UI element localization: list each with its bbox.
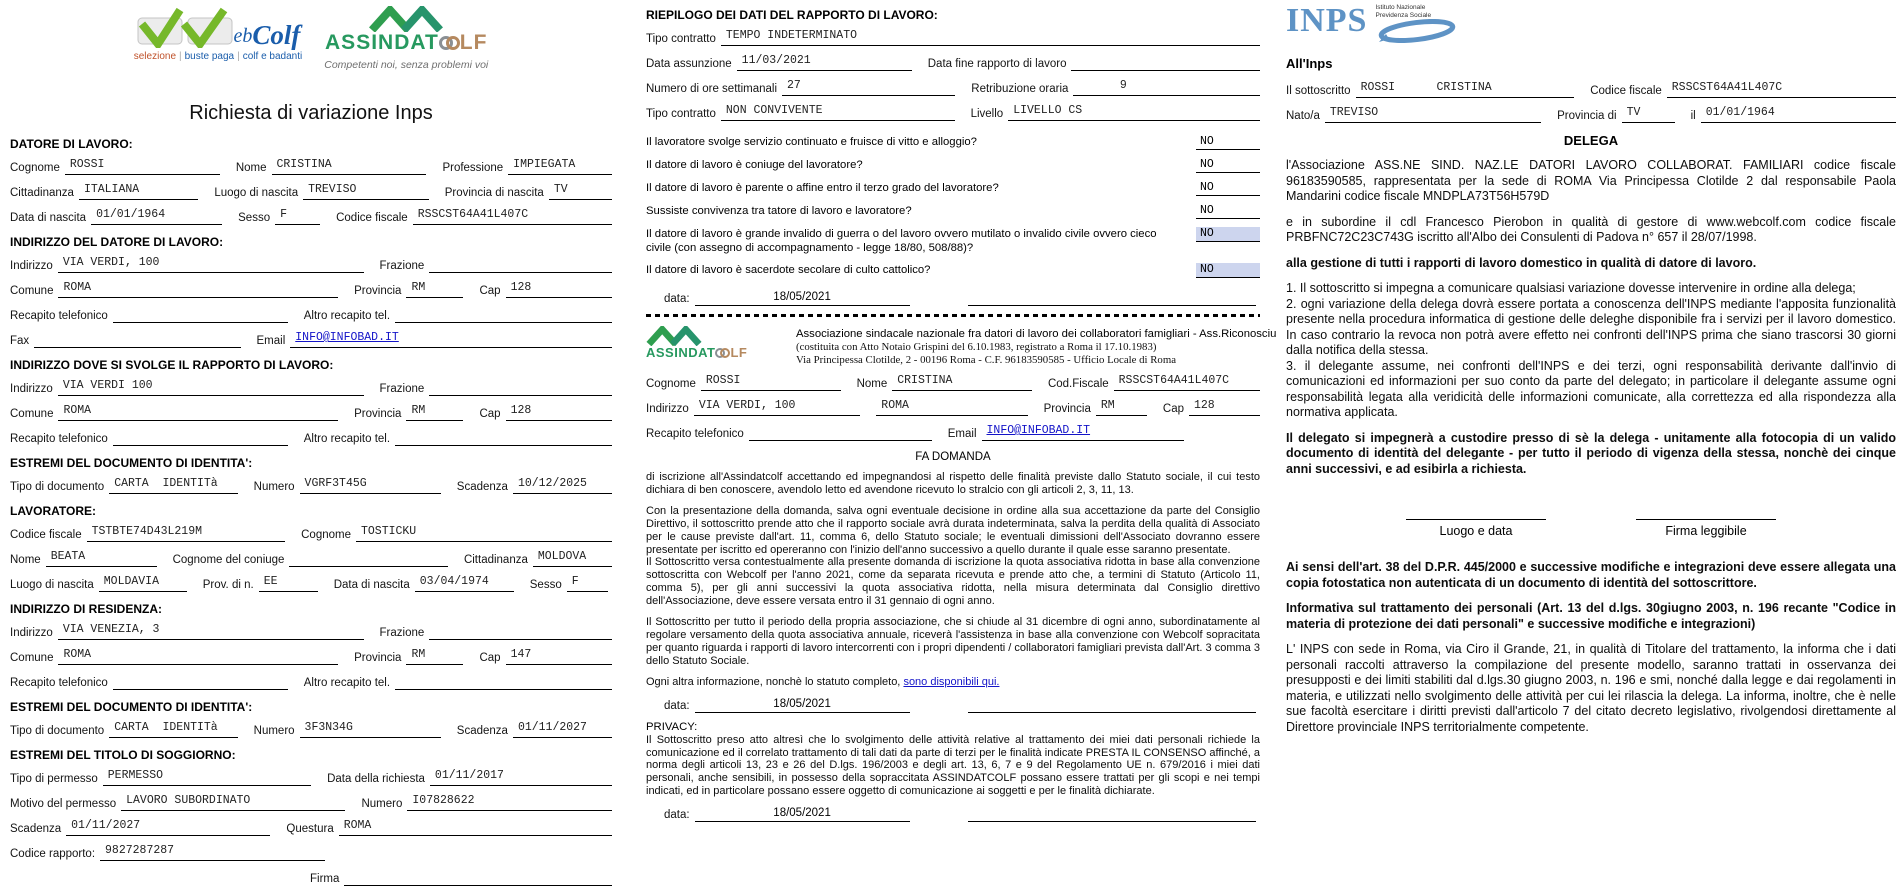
form-row (10, 379, 612, 396)
field-label: Indirizzo (10, 383, 53, 395)
question-row (646, 158, 1260, 173)
field-value-cap: 128 (1189, 399, 1260, 416)
field-label: Luogo di nascita (214, 187, 299, 199)
question-row (646, 204, 1260, 219)
questions-block (646, 135, 1260, 278)
question-row (646, 263, 1260, 278)
field-label: Email (256, 335, 286, 347)
question-text: Il datore di lavoro è grande invalido di guerra o del lavoro ovvero mutilato o invalido civile ovvero cieco civile (con assegno di accompagnamento - legge 18/80, 508/88)? (646, 228, 1157, 254)
field-label: Questura (286, 823, 334, 835)
field-value-frazione (429, 256, 612, 273)
field-label: Recapito telefonico (646, 428, 744, 440)
field-label: Comune (10, 408, 54, 420)
field-value-nome: BEATA (46, 550, 157, 567)
field-label: Tipo di documento (10, 481, 105, 493)
field-value-data-nascita: 01/01/1964 (1701, 106, 1896, 123)
field-label: Cognome del coniuge (172, 554, 285, 566)
field-label: Provincia (1043, 403, 1091, 415)
field-value-nome: CRISTINA (272, 158, 427, 175)
field-label: Recapito telefonico (10, 310, 108, 322)
paragraph-informativa: Informativa sul trattamento dei personali (Art. 13 del d.lgs. 30giugno 2003, n. 196 recante "Codice in materia di protezione dei dati personali" e successive modifiche e integrazioni) (1286, 601, 1896, 631)
field-value-codice-fiscale: RSSCST64A41L407C (413, 208, 612, 225)
field-value-professione: IMPIEGATA (508, 158, 612, 175)
privacy-paragraph: Il Sottoscritto preso atto altresì che lo svolgimento delle attività relative al trattamento dei miei dati personali richiede la comunicazione ed il correlato trattamento di tali dati da parte di terzi per le finalità indicate PRESTA IL CONSENSO affinché, a norma degli articoli 13, 23 e 26 del D.lgs. 196/2003 e degli art. 13, 6, 7 e 9 del Regolamento UE n. 679/2016 i miei dati personali, anche sensibili, in possesso della sopraccitata ASSINDATCOLF possano essere trattati per gli scopi e nei tempi indicati, ed in particolare possano essere oggetto di comunicazione ai soggetti e per le finalità dichiarate. (646, 733, 1260, 798)
field-label: Sesso (238, 212, 271, 224)
field-value-codice-fiscale: TSTBTE74D43L219M (87, 525, 286, 542)
field-value-indirizzo: VIA VERDI, 100 (58, 256, 364, 273)
signature-line (968, 806, 1256, 822)
field-label: Provincia (354, 408, 402, 420)
assindatcolf-tagline: Competenti noi, senza problemi voi (324, 59, 489, 71)
field-label: Provincia di (1557, 110, 1617, 122)
form-row (10, 673, 612, 690)
field-label: Indirizzo (10, 627, 53, 639)
privacy-heading: PRIVACY: (646, 720, 698, 733)
field-label: il (1690, 110, 1696, 122)
field-value-scadenza-permesso: 01/11/2027 (66, 819, 270, 836)
question-row (646, 181, 1260, 196)
tagline-separator: | (179, 51, 182, 62)
paragraph-custodire: Il delegato si impegnerà a custodire presso di sè la delega - unitamente alla fotocopia di un valido documento di identità del delegante - per tutto il periodo di vigenza della stessa, nonchè dei cinque anni successivi, e ad esibirla a richiesta. (1286, 430, 1896, 476)
assindatcolf-roof-icon (646, 326, 702, 346)
field-value-ore-settimanali: 27 (782, 79, 955, 96)
webcolf-checkmarks-icon (136, 6, 240, 48)
field-label: Indirizzo (10, 260, 53, 272)
section-heading-datore: DATORE DI LAVORO: (10, 137, 133, 151)
assindatcolf-logo-part: ASSINDAT (325, 31, 439, 54)
field-value-numero: 3F3N34G (300, 721, 441, 738)
field-value-livello: LIVELLO CS (1008, 104, 1260, 121)
field-label: Codice fiscale (1590, 85, 1662, 97)
assindatcolf-header-block (646, 326, 1277, 367)
paragraph-presentazione: Con la presentazione della domanda, salva ogni eventuale decisione in ordine alla sua accettazione da parte del Consiglio Direttivo, il sottoscritto prende atto che il rapporto sociale avrà durata indeterminata, salva la perdita della qualità di Associato per le cause previste dall'art. 11, comma 6, dello Statuto sociale; le eventuali dimissioni dell'Associato dovranno essere presentate per iscritto ed opereranno con l'inizio dell'anno successivo a quello durante il quale esse saranno presentate. (646, 504, 1260, 556)
field-value-fax (34, 331, 240, 348)
field-label: Comune (10, 652, 54, 664)
field-value-provincia-nascita: TV (549, 183, 612, 200)
field-label: Cittadinanza (10, 187, 74, 199)
page-title: Richiesta di variazione Inps (189, 102, 433, 124)
field-value-recapito (113, 673, 288, 690)
field-label: Nome (856, 378, 888, 390)
assindatcolf-logo-part: LF (459, 31, 488, 54)
question-text: Il lavoratore svolge servizio continuato e fruisce di vitto e alloggio? (646, 136, 977, 148)
question-text: Il datore di lavoro è sacerdote secolare di culto cattolico? (646, 264, 931, 276)
field-value-frazione (429, 623, 612, 640)
field-label: Fax (10, 335, 30, 347)
form-row (10, 404, 612, 421)
assindatcolf-ring-icon (446, 36, 460, 50)
field-label: Recapito telefonico (10, 677, 108, 689)
date-label: data: (664, 293, 690, 305)
field-label: Professione (442, 162, 504, 174)
field-value-scadenza: 01/11/2027 (513, 721, 612, 738)
form-row (10, 648, 612, 665)
field-value-cittadinanza: ITALIANA (79, 183, 198, 200)
field-label: Cap (479, 652, 501, 664)
field-value-provincia: RM (406, 281, 463, 298)
field-label: Firma (310, 873, 340, 885)
webcolf-logo-text: Colf (252, 20, 301, 50)
date-row (664, 806, 1260, 822)
section-heading-riepilogo: RIEPILOGO DEI DATI DEL RAPPORTO DI LAVORO: (646, 8, 938, 22)
field-value-comune: ROMA (58, 648, 338, 665)
date-row (664, 290, 1260, 306)
field-value-nato: TREVISO (1325, 106, 1541, 123)
form-row (10, 794, 612, 811)
signature-line (968, 697, 1256, 713)
answer-value: NO (1196, 204, 1260, 219)
field-value-indirizzo: VIA VERDI, 100 (694, 399, 860, 416)
field-label: Frazione (379, 260, 425, 272)
field-label: Cognome (646, 378, 696, 390)
form-row (10, 819, 612, 836)
question-text: Sussiste convivenza tra tatore di lavoro e lavoratore? (646, 205, 912, 217)
inps-logo (1286, 0, 1896, 54)
field-value-altro-recapito (395, 673, 612, 690)
field-value-tipo-permesso: PERMESSO (103, 769, 311, 786)
field-value-data-nascita: 03/04/1974 (415, 575, 514, 592)
association-founding: (costituita con Atto Notaio Grispini del 6.10.1983, registrato a Roma il 17.10.1983) (796, 341, 1157, 353)
date-row (664, 697, 1260, 713)
paragraph-subordine: e in subordine il cdl Francesco Pierobon in qualità di gestore di www.webcolf.com codice fiscale PRBFNC72C23C743G iscritto all'Albo dei Consulenti di Padova n° 657 il 28/07/1998. (1286, 214, 1896, 244)
form-row (10, 525, 612, 542)
association-address: Via Principessa Clotilde, 2 - 00196 Roma - C.F. 96183590585 - Ufficio Locale di Roma (796, 354, 1177, 366)
middle-column (646, 0, 1277, 830)
field-label: Tipo di permesso (10, 773, 98, 785)
form-row (646, 374, 1260, 391)
delega-heading: DELEGA (1563, 133, 1619, 148)
field-value-altro-recapito (395, 429, 612, 446)
signature-lines (1286, 507, 1896, 520)
form-row (10, 769, 612, 786)
field-value-cap: 147 (506, 648, 612, 665)
webcolf-tagline-part: colf e badanti (242, 51, 303, 62)
section-heading-lavoratore: LAVORATORE: (10, 504, 96, 518)
field-label: Tipo contratto (646, 33, 716, 45)
field-label: Cittadinanza (463, 554, 528, 566)
association-info (796, 326, 1276, 367)
field-label: Sesso (529, 579, 562, 591)
field-value-recapito (113, 429, 288, 446)
section-heading-indirizzo-datore: INDIRIZZO DEL DATORE DI LAVORO: (10, 235, 224, 249)
date-value: 18/05/2021 (695, 290, 910, 306)
webcolf-logo-text: eb (233, 25, 253, 47)
section-heading-soggiorno: ESTREMI DEL TITOLO DI SOGGIORNO: (10, 748, 236, 762)
field-value-altro-recapito (395, 306, 612, 323)
field-value-motivo-permesso: LAVORO SUBORDINATO (121, 794, 345, 811)
field-value-tipo-documento: CARTA IDENTITà (109, 721, 237, 738)
luogo-data-line (1406, 507, 1546, 520)
field-value-comune: ROMA (58, 281, 338, 298)
form-row (1286, 81, 1896, 98)
field-value-coniuge (289, 550, 447, 567)
field-value-recapito (749, 424, 932, 441)
form-row (10, 158, 612, 175)
field-label: Numero (361, 798, 403, 810)
field-label: Indirizzo (646, 403, 689, 415)
paragraph-quota: Il Sottoscritto versa contestualmente alla presente domanda di iscrizione la quota associativa ridotta in base alla convenzione sottoscritta con Webcolf per l'anno 2021, come da separata ricevuta e prende atto che, a termini di Statuto (Articolo 11, comma 5), per gli anni successivi la quota associativa ridotta, nella misura determinata dal Consiglio direttivo dell'Associazione, deve essere versata entro il 31 gennaio di ogni anno. (646, 556, 1260, 608)
association-name: Associazione sindacale nazionale fra datori di lavoro dei collaboratori famigliari - Ass.Riconosciu (796, 328, 1277, 340)
paragraph-inps-privacy: L' INPS con sede in Roma, via Ciro il Grande, 21, in qualità di Titolare del trattamento, la informa che i dati personali raccolti attraverso la compilazione del presente modello, saranno trattati in osservanza dei presupposti e dei limiti stabiliti dal d.lgs.30 giugno 2003, n. 196 e smi, nonché dalla legge e dai regolamenti in materia, e utilizzati nello svolgimento delle attività per cui lei rilascia la delega. La informa, inoltre, che è nelle sue facoltà esercitare i diritti previsti dall'articolo 7 del citato decreto legislativo, rivolgendosi direttamente al Direttore provinciale INPS territorialmente competente. (1286, 642, 1896, 734)
field-value-provincia: RM (406, 648, 463, 665)
form-row (1286, 106, 1896, 123)
field-label: Data fine rapporto di lavoro (927, 58, 1067, 70)
form-row (10, 477, 612, 494)
field-value-cognome: ROSSI (701, 374, 841, 391)
field-label: Provincia (354, 652, 402, 664)
webcolf-logo (134, 6, 302, 62)
answer-value: NO (1196, 158, 1260, 173)
assindatcolf-logo-text (646, 346, 747, 360)
email-link[interactable]: INFO@INFOBAD.IT (290, 331, 612, 348)
field-label: Data di nascita (333, 579, 410, 591)
field-value-tipo-documento: CARTA IDENTITà (109, 477, 237, 494)
statute-info-line (646, 676, 1260, 689)
luogo-data-label: Luogo e data (1439, 524, 1513, 538)
inps-logo-text: INPS (1286, 2, 1368, 39)
date-label: data: (664, 809, 690, 822)
form-row (646, 54, 1260, 71)
field-value-provincia: TV (1622, 106, 1675, 123)
field-value-data-fine (1071, 54, 1260, 71)
field-value-tipo-contratto: TEMPO INDETERMINATO (721, 29, 1260, 46)
question-text: Il datore di lavoro è coniuge del lavoratore? (646, 159, 863, 171)
field-value-retribuzione: 9 (1073, 79, 1260, 96)
field-label: Il sottoscritto (1286, 85, 1351, 97)
paragraph-sensi: Ai sensi dell'art. 38 del D.P.R. 445/2000 e successive modifiche e integrazioni deve essere allegata una copia fotostatica non autenticata di un documento di identità del sottoscrittore. (1286, 560, 1896, 590)
field-label: Email (947, 428, 977, 440)
field-value-cognome: ROSSI (65, 158, 220, 175)
field-label: Recapito telefonico (10, 433, 108, 445)
field-value-luogo-nascita: TREVISO (303, 183, 429, 200)
field-label: Tipo di documento (10, 725, 105, 737)
signature-line (968, 290, 1256, 306)
inps-logo-subtext: Istituto Nazionale Previdenza Sociale (1375, 4, 1432, 19)
field-value-sesso: F (275, 208, 320, 225)
field-value-scadenza: 10/12/2025 (513, 477, 612, 494)
form-row (10, 183, 612, 200)
form-row (646, 399, 1260, 416)
form-row (646, 29, 1260, 46)
field-label: Nato/a (1286, 110, 1320, 122)
field-label: Luogo di nascita (10, 579, 94, 591)
section-heading-residenza: INDIRIZZO DI RESIDENZA: (10, 602, 162, 616)
field-value-provincia: RM (406, 404, 463, 421)
field-label: Provincia (354, 285, 402, 297)
question-row (646, 135, 1260, 150)
signature-line (344, 869, 612, 886)
field-label: Motivo del permesso (10, 798, 117, 810)
field-label: Nome (10, 554, 41, 566)
firma-line (1636, 507, 1776, 520)
answer-value: NO (1196, 135, 1260, 150)
field-label: Numero (253, 481, 295, 493)
field-label: Provincia di nascita (444, 187, 544, 199)
date-label: data: (664, 699, 690, 712)
field-label: Data di nascita (10, 212, 87, 224)
form-row (10, 844, 612, 861)
field-label: Cognome (10, 162, 60, 174)
field-value-sottoscritto: ROSSI CRISTINA (1356, 81, 1575, 98)
form-row (10, 306, 612, 323)
field-label: Cap (479, 285, 501, 297)
field-label: Codice fiscale (10, 529, 82, 541)
field-value-luogo-nascita: MOLDAVIA (99, 575, 187, 592)
date-value: 18/05/2021 (695, 806, 910, 822)
field-value-data-assunzione: 11/03/2021 (737, 54, 912, 71)
webcolf-tagline-part: buste paga (184, 51, 235, 62)
field-label: Tipo contratto (646, 108, 716, 120)
field-label: Prov. di n. (202, 579, 254, 591)
header-logos (10, 0, 612, 94)
field-label: Scadenza (456, 481, 508, 493)
assindatcolf-logo-part: LF (730, 345, 748, 360)
assindatcolf-logo (646, 326, 786, 367)
paragraph-associazione: l'Associazione ASS.NE SIND. NAZ.LE DATORI LAVORO COLLABORAT. FAMILIARI codice fiscale 96183590585, rappresentata per la sede di ROMA Via Principessa Clotilde 2 dal responsabile Paola Mandarini codice fiscale MNDPLA73T56H579D (1286, 158, 1896, 203)
field-label: Livello (970, 108, 1004, 120)
field-label: Numero di ore settimanali (646, 83, 778, 95)
field-label: Data della richiesta (327, 773, 425, 785)
field-value-recapito (113, 306, 288, 323)
field-label: Cognome (301, 529, 351, 541)
webcolf-tagline (134, 51, 302, 62)
form-row (10, 575, 612, 592)
delega-item-3: 3. il delegante assume, nei confronti dell'INPS e dei terzi, ogni responsabilità derivante dall'invio di comunicazioni ed informazioni per suo conto da parte del delegato; in particolare il delegante assume ogni responsabilità legata alla veridicità delle informazioni comunicate, alla correttezza ed alla rispondezza alla normativa applicata. (1286, 358, 1896, 419)
field-label: Data assunzione (646, 58, 732, 70)
question-row (646, 227, 1260, 255)
assindatcolf-logo-text (325, 32, 487, 54)
field-label: Cod.Fiscale (1047, 378, 1109, 390)
field-label: Numero (253, 725, 295, 737)
field-label: Codice fiscale (336, 212, 408, 224)
field-value-codice-rapporto: 9827287287 (100, 844, 325, 861)
answer-value-highlighted: NO (1196, 263, 1260, 278)
dashed-separator (646, 314, 1260, 317)
answer-value-highlighted: NO (1196, 227, 1260, 242)
paragraph-gestione: alla gestione di tutti i rapporti di lavoro domestico in qualità di datore di lavoro. (1286, 255, 1757, 270)
firma-row (310, 869, 612, 886)
allinps-heading: All'Inps (1286, 56, 1333, 71)
field-value-data-richiesta: 01/11/2017 (430, 769, 612, 786)
statute-info-text: Ogni altra informazione, nonchè lo statuto completo, (646, 675, 901, 688)
field-label: Frazione (379, 383, 425, 395)
form-row (10, 721, 612, 738)
assindatcolf-roof-icon (368, 6, 444, 32)
section-heading-documento-datore: ESTREMI DEL DOCUMENTO DI IDENTITA': (10, 456, 253, 470)
field-label: Nome (235, 162, 267, 174)
field-value-questura: ROMA (339, 819, 612, 836)
form-row (646, 79, 1260, 96)
left-column (10, 0, 612, 894)
tagline-separator: | (237, 51, 240, 62)
section-heading-documento-lavoratore: ESTREMI DEL DOCUMENTO DI IDENTITA': (10, 700, 253, 714)
assindatcolf-ring-icon (720, 348, 730, 358)
field-value-comune: ROMA (876, 399, 1027, 416)
question-text: Il datore di lavoro è parente o affine entro il terzo grado del lavoratore? (646, 182, 999, 194)
date-value: 18/05/2021 (695, 697, 910, 713)
field-value-indirizzo: VIA VERDI 100 (58, 379, 364, 396)
form-row (10, 208, 612, 225)
field-value-frazione (429, 379, 612, 396)
email-link[interactable]: INFO@INFOBAD.IT (982, 424, 1184, 441)
signature-labels (1286, 524, 1896, 538)
right-column (1286, 0, 1896, 745)
form-row (10, 281, 612, 298)
field-label: Altro recapito tel. (303, 310, 391, 322)
field-value-numero: VGRF3T45G (300, 477, 441, 494)
answer-value: NO (1196, 181, 1260, 196)
field-value-cap: 128 (506, 404, 612, 421)
section-heading-indirizzo-lavoro: INDIRIZZO DOVE SI SVOLGE IL RAPPORTO DI LAVORO: (10, 358, 334, 372)
field-value-codice-fiscale: RSSCST64A41L407C (1114, 374, 1260, 391)
delega-item-1: 1. Il sottoscritto si impegna a comunicare qualsiasi variazione dovesse intervenire in ordine alla delega; (1286, 281, 1856, 295)
paragraph-iscrizione: di iscrizione all'Assindatcolf accettando ed impegnandosi al rispetto delle finalità previste dallo Statuto sociale, il cui testo dichiara di ben conoscere, avendolo letto ed avendone ricevuto lo stralcio con gli articoli 2, 3, 11, 13. (646, 471, 1260, 496)
field-value-sesso: F (567, 575, 608, 592)
form-row (10, 550, 612, 567)
firma-leggibile-label: Firma leggibile (1665, 524, 1747, 538)
field-value-numero-permesso: I07828622 (407, 794, 612, 811)
field-label: Cap (1162, 403, 1184, 415)
field-label: Frazione (379, 627, 425, 639)
inps-swirl-icon (1375, 19, 1459, 43)
field-value-nome: CRISTINA (892, 374, 1032, 391)
field-label: Altro recapito tel. (303, 433, 391, 445)
inps-logo-detail (1375, 4, 1459, 43)
field-value-provincia-nascita: EE (259, 575, 318, 592)
paragraph-periodo: Il Sottoscritto per tutto il periodo della propria associazione, che si chiude al 31 dicembre di ogni anno, subordinatamente al regolare versamento della quota associativa annuale, riceverà l'assistenza in base alla convenzione con Webcolf sopracitata per quanto riguarda i rapporti di lavoro intercorrenti con i propri dipendenti / collaboratori famigliari prevista dall'Art. 3 comma 3 dello Statuto Sociale. (646, 616, 1260, 667)
webcolf-tagline-part: selezione (133, 51, 177, 62)
field-value-cap: 128 (506, 281, 612, 298)
field-label: Comune (10, 285, 54, 297)
form-row (10, 256, 612, 273)
field-value-comune: ROMA (58, 404, 338, 421)
field-value-provincia: RM (1096, 399, 1147, 416)
field-label: Scadenza (10, 823, 62, 835)
field-label: Retribuzione oraria (971, 83, 1069, 95)
field-value-indirizzo: VIA VENEZIA, 3 (58, 623, 364, 640)
field-label: Scadenza (456, 725, 508, 737)
form-row (10, 331, 612, 348)
field-label: Codice rapporto: (10, 848, 96, 860)
form-row (10, 429, 612, 446)
assindatcolf-logo (324, 6, 488, 71)
assindatcolf-logo-part: ASSINDAT (646, 345, 716, 360)
form-row (646, 424, 1260, 441)
field-value-cittadinanza: MOLDOVA (533, 550, 612, 567)
field-label: Cap (479, 408, 501, 420)
field-value-codice-fiscale: RSSCST64A41L407C (1667, 81, 1896, 98)
form-row (646, 104, 1260, 121)
fa-domanda-heading: FA DOMANDA (915, 451, 991, 463)
field-value-data-nascita: 01/01/1964 (91, 208, 222, 225)
field-value-cognome: TOSTICKU (356, 525, 612, 542)
delega-item-2: 2. ogni variazione della delega dovrà essere portata a conoscenza dell'INPS mediante l'apposita funzionalità presente nella procedura informatica di gestione delle deleghe disponibile fra i servizi per il lavoro domestico. In caso contrario la revoca non potrà avere effetto nei confronti dell'INPS prima che siano trascorsi 30 giorni dalla notifica della stessa. (1286, 296, 1896, 357)
field-value-tipo-convivenza: NON CONVIVENTE (721, 104, 955, 121)
form-row (10, 623, 612, 640)
field-label: Altro recapito tel. (303, 677, 391, 689)
statute-link[interactable]: sono disponibili qui. (903, 675, 1000, 688)
